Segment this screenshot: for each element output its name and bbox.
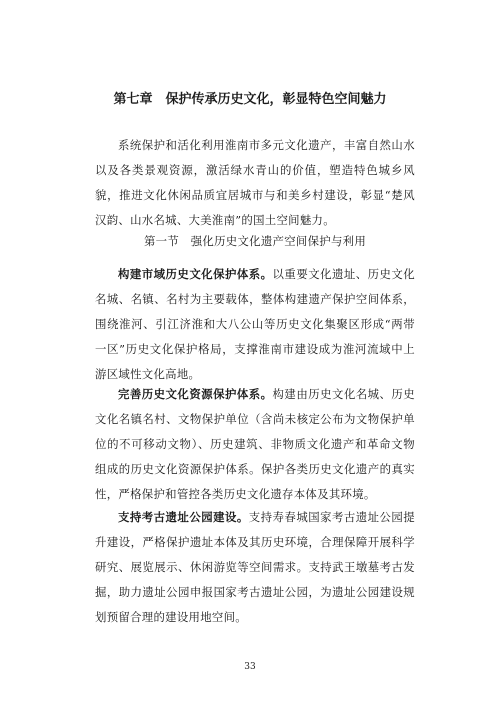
paragraph-heritage-system (95, 262, 415, 387)
paragraph-resource-protection (95, 382, 415, 507)
intro-paragraph: 系统保护和活化利用淮南市多元文化遗产，丰富自然山水以及各类景观资源，激活绿水青山的价值，塑造特色城乡风貌，推进文化休闲品质宜居城市与和美乡村建设，彰显“楚风汉韵、山水名城、大美淮南”的国土空间魅力。 (95, 138, 415, 227)
paragraph-body: 构建由历史文化名城、历史文化名镇名村、文物保护单位（含尚未核定公布为文物保护单位的不可移动文物）、历史建筑、非物质文化遗产和革命文物组成的历史文化资源保护体系。保护各类历史文化遗产的真实性，严格保护和管控各类历史文化遗存本体及其环境。 (95, 387, 415, 501)
paragraph-body: 支持寿春城国家考古遗址公园提升建设，严格保护遗址本体及其历史环境，合理保障开展科学研究、展览展示、休闲游览等空间需求。支持武王墩墓考古发掘，助力遗址公园申报国家考古遗址公园，为遗址公园建设规划预留合理的建设用地空间。 (95, 510, 415, 624)
paragraph-body: 以重要文化遗址、历史文化名城、名镇、名村为主要载体，整体构建遗产保护空间体系，围绕淮河、引江济淮和大八公山等历史文化集聚区形成“两带一区”历史文化保护格局，支撑淮南市建设成为淮河流域中上游区域性文化高地。 (95, 267, 415, 381)
paragraph-lead: 构建市域历史文化保护体系。 (118, 267, 273, 281)
paragraph-archaeological-park (95, 505, 415, 630)
section-title: 第一节 强化历史文化遗产空间保护与利用 (143, 234, 367, 248)
page-number: 33 (244, 662, 256, 672)
paragraph-lead: 支持考古遗址公园建设。 (118, 510, 249, 524)
paragraph-lead: 完善历史文化资源保护体系。 (118, 387, 273, 401)
chapter-title: 第七章 保护传承历史文化，彰显特色空间魅力 (113, 92, 387, 107)
